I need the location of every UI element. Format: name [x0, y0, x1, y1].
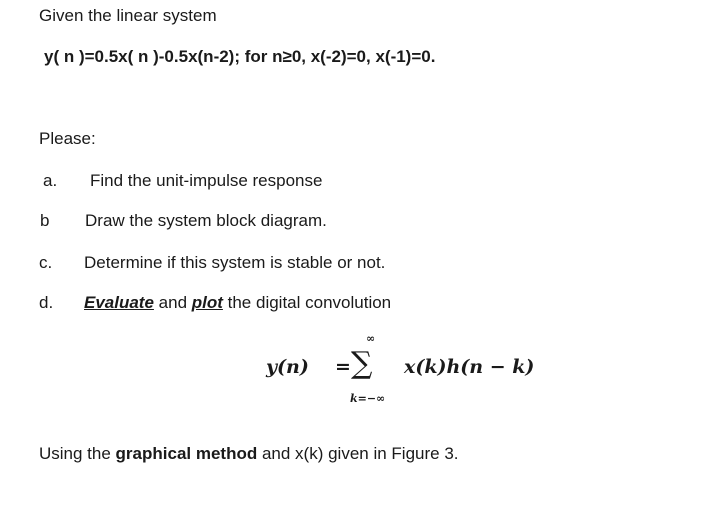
please-label: Please: [39, 129, 96, 148]
evaluate-emphasis: Evaluate [84, 293, 154, 312]
system-equation: y( n )=0.5x( n )-0.5x(n-2); for n≥0, x(-2)=0, x(-1)=0. [44, 47, 436, 66]
formula-equals: = [335, 356, 351, 378]
list-item-text [84, 293, 391, 313]
closing-after: and x(k) given in Figure 3. [257, 444, 459, 463]
formula-rhs: x(k)h(n − k) [404, 356, 535, 378]
and-text: and [153, 293, 192, 312]
convolution-text: the digital convolution [222, 293, 392, 312]
closing-text [39, 444, 459, 464]
list-item-text: Draw the system block diagram. [85, 211, 327, 230]
graphical-method-emphasis: graphical method [115, 444, 258, 463]
sum-lower-limit: k=−∞ [350, 392, 386, 405]
closing-before: Using the [39, 444, 116, 463]
formula-lhs: y(n) [266, 356, 309, 378]
intro-text: Given the linear system [39, 6, 217, 25]
list-marker: b [40, 211, 50, 230]
summation-symbol: ∑ [351, 346, 373, 381]
list-marker: a. [43, 171, 58, 190]
sum-upper-limit: ∞ [366, 332, 376, 345]
list-marker: c. [39, 253, 53, 272]
convolution-formula [266, 330, 566, 410]
list-item-text: Find the unit-impulse response [90, 171, 323, 190]
list-marker: d. [39, 293, 54, 312]
plot-emphasis: plot [191, 293, 223, 312]
list-item-text: Determine if this system is stable or not. [84, 253, 386, 272]
